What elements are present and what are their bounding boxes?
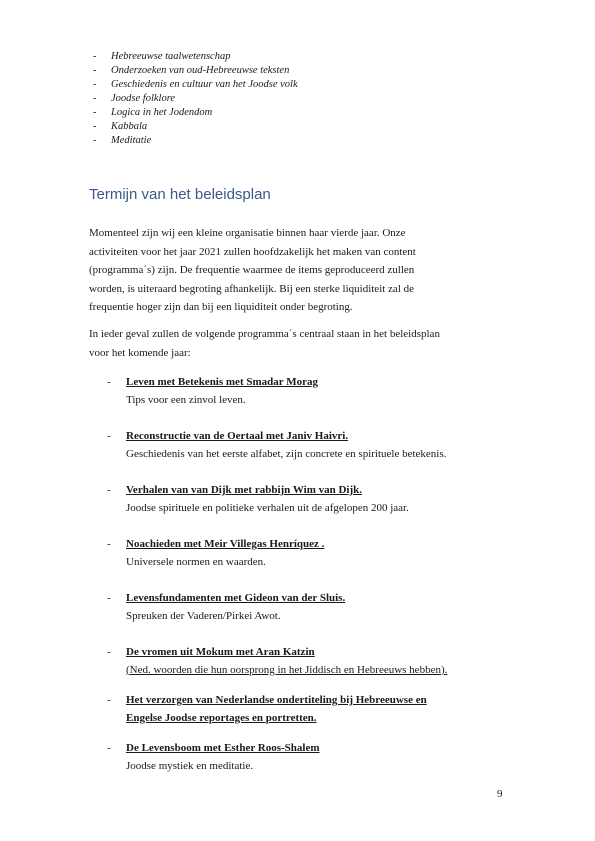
topic-text: Joodse folklore xyxy=(111,93,176,104)
program-description: Spreuken der Vaderen/Pirkei Awot. xyxy=(126,609,281,622)
list-dash: - xyxy=(107,430,111,442)
topic-text: Meditatie xyxy=(111,135,152,146)
program-title: Levensfundamenten met Gideon van der Sluis. xyxy=(126,592,346,604)
topic-text: Logica in het Jodendom xyxy=(111,107,213,118)
topic-text: Hebreeuwse taalwetenschap xyxy=(111,51,231,62)
list-dash: - xyxy=(107,538,111,550)
program-title: Leven met Betekenis met Smadar Morag xyxy=(126,376,318,388)
paragraph-programs-intro xyxy=(89,325,509,362)
list-dash: - xyxy=(93,135,97,146)
program-title: Noachieden met Meir Villegas Henríquez . xyxy=(126,538,325,550)
program-description: Geschiedenis van het eerste alfabet, zijn concrete en spirituele betekenis. xyxy=(126,447,447,460)
program-description: (Ned. woorden die hun oorsprong in het Jiddisch en Hebreeuws hebben). xyxy=(126,663,448,676)
page-number: 9 xyxy=(497,788,503,800)
list-dash: - xyxy=(107,646,111,658)
program-description: Joodse mystiek en meditatie. xyxy=(126,759,254,772)
paragraph-line: activiteiten voor het jaar 2021 zullen hoofdzakelijk het maken van content xyxy=(89,245,416,258)
program-title: De Levensboom met Esther Roos-Shalem xyxy=(126,742,320,754)
list-dash: - xyxy=(107,742,111,754)
list-dash: - xyxy=(93,121,97,132)
list-dash: - xyxy=(107,376,111,388)
program-description: Universele normen en waarden. xyxy=(126,555,266,568)
list-dash: - xyxy=(93,107,97,118)
paragraph-line: worden, is uiteraard begroting afhankelijk. Bij een sterke liquiditeit zal de xyxy=(89,282,415,295)
list-dash: - xyxy=(93,79,97,90)
program-title: Reconstructie van de Oertaal met Janiv Haivri. xyxy=(126,430,349,442)
topic-text: Geschiedenis en cultuur van het Joodse volk xyxy=(111,79,298,90)
paragraph-line: (programma´s) zijn. De frequentie waarmee de items geproduceerd zullen xyxy=(89,264,415,276)
section-heading: Termijn van het beleidsplan xyxy=(89,186,271,203)
program-title-line2: Engelse Joodse reportages en portretten. xyxy=(126,711,317,724)
paragraph-line: Momenteel zijn wij een kleine organisatie binnen haar vierde jaar. Onze xyxy=(89,227,406,239)
paragraph-term xyxy=(89,224,509,317)
program-title: Het verzorgen van Nederlandse ondertiteling bij Hebreeuwse en xyxy=(126,694,427,706)
paragraph-line: In ieder geval zullen de volgende programma´s centraal staan in het beleidsplan xyxy=(89,328,440,340)
program-description: Joodse spirituele en politieke verhalen uit de afgelopen 200 jaar. xyxy=(126,501,409,514)
list-dash: - xyxy=(107,592,111,604)
list-dash: - xyxy=(93,51,97,62)
topic-text: Kabbala xyxy=(111,121,148,132)
list-dash: - xyxy=(107,694,111,706)
list-dash: - xyxy=(93,65,97,76)
list-dash: - xyxy=(107,484,111,496)
list-dash: - xyxy=(93,93,97,104)
program-description: Tips voor een zinvol leven. xyxy=(126,393,246,406)
program-title: De vromen uit Mokum met Aran Katzin xyxy=(126,646,315,658)
program-title: Verhalen van van Dijk met rabbijn Wim van Dijk. xyxy=(126,484,363,496)
topic-text: Onderzoeken van oud-Hebreeuwse teksten xyxy=(111,65,290,76)
paragraph-line: voor het komende jaar: xyxy=(89,346,191,359)
paragraph-line: frequentie hoger zijn dan bij een liquiditeit onder begroting. xyxy=(89,301,353,313)
